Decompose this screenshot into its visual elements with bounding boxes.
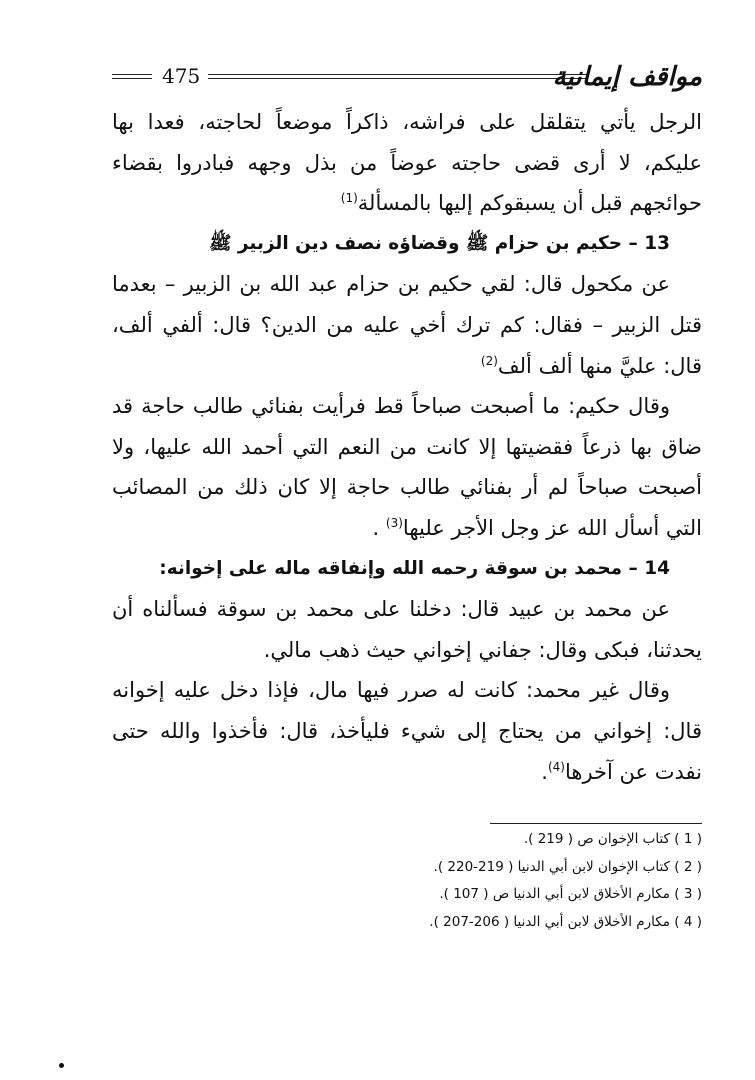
paragraph	[112, 264, 702, 386]
text-line: حوائجهم قبل أن يسبقوكم إليها بالمسألة	[357, 191, 702, 216]
footnote-ref[interactable]: (3)	[385, 515, 403, 530]
paragraph-text: عن مكحول قال: لقي حكيم بن حزام عبد الله بن الزبير – بعدما قتل الزبير – فقال: كم ترك أخي عليه من الدين؟ قال: ألفي ألف، قال: عليَّ منها ألف ألف	[112, 272, 702, 378]
text-line: عليكم، لا أرى قضى حاجته عوضاً من بذل وجهه فبادروا بقضاء	[112, 150, 702, 175]
header-rule-left	[112, 74, 152, 79]
paragraph-text: وقال حكيم: ما أصبحت صباحاً قط فرأيت بفنائي طالب حاجة قد ضاق بها ذرعاً فقضيتها إلا كانت من النعم التي أحمد الله عليها، ولا أصبحت صباحاً لم أر بفنائي طالب حاجة إلا كان ذلك من المصائب التي أسأل الله عز وجل الأجر عليها	[112, 394, 702, 540]
page-header	[112, 62, 702, 102]
footnote-ref[interactable]: (4)	[547, 759, 565, 774]
footnote: ( 4 ) مكارم الأخلاق لابن أبي الدنيا ( 206-207 ).	[429, 914, 702, 931]
footnote: ( 3 ) مكارم الأخلاق لابن أبي الدنيا ص ( 107 ).	[439, 886, 702, 903]
paragraph: وقال غير محمد: كانت له صرر فيها مال، فإذا دخل عليه إخوانه قال: إخواني من يحتاج إلى شيء فليأخذ، قال: فأخذوا والله حتى نفدت عن آخرها$^{(4)}$.	[112, 678, 702, 784]
header-rule-middle	[208, 74, 588, 79]
text-line: الرجل يأتي يتقلقل على فراشه، ذاكراً موضعاً لحاجته، فعدا بها	[112, 110, 702, 134]
paragraph: عن محمد بن عبيد قال: دخلنا على محمد بن سوقة فسألناه أن يحدثنا، فبكى وقال: جفاني إخواني حيث ذهب مالي.	[112, 597, 702, 662]
footnote-ref[interactable]: (1)	[340, 191, 358, 206]
body-text	[112, 102, 702, 792]
margin-dot	[59, 1063, 64, 1068]
continued-paragraph	[112, 102, 702, 224]
paragraph: وقال حكيم: ما أصبحت صباحاً قط فرأيت بفنائي طالب حاجة قد ضاق بها ذرعاً فقضيتها إلا كانت من النعم التي أحمد الله عليها، ولا أصبحت صباحاً لم أر بفنائي طالب حاجة إلا كان ذلك من المصائب التي أسأل الله عز وجل الأجر عليها$^{(3)}$ .	[112, 394, 702, 540]
page-number: 475	[162, 64, 201, 88]
footnote: ( 1 ) كتاب الإخوان ص ( 219 ).	[523, 831, 702, 847]
section-heading-13: 13 – حكيم بن حزام ﷺ وقضاؤه نصف دين الزبير ﷺ	[209, 232, 670, 254]
footnotes	[112, 826, 702, 937]
running-title: مواقف إيمانية	[552, 62, 702, 92]
paragraph-text: وقال غير محمد: كانت له صرر فيها مال، فإذا دخل عليه إخوانه قال: إخواني من يحتاج إلى شيء فليأخذ، قال: فأخذوا والله حتى نفدت عن آخرها	[112, 678, 702, 784]
footnote-separator	[490, 823, 702, 824]
section-heading-14: 14 – محمد بن سوقة رحمه الله وإنفاقه ماله على إخوانه:	[159, 557, 670, 579]
footnote: ( 2 ) كتاب الإخوان لابن أبي الدنيا ( 219-220 ).	[433, 858, 702, 875]
footnote-ref[interactable]: (2)	[480, 353, 498, 368]
